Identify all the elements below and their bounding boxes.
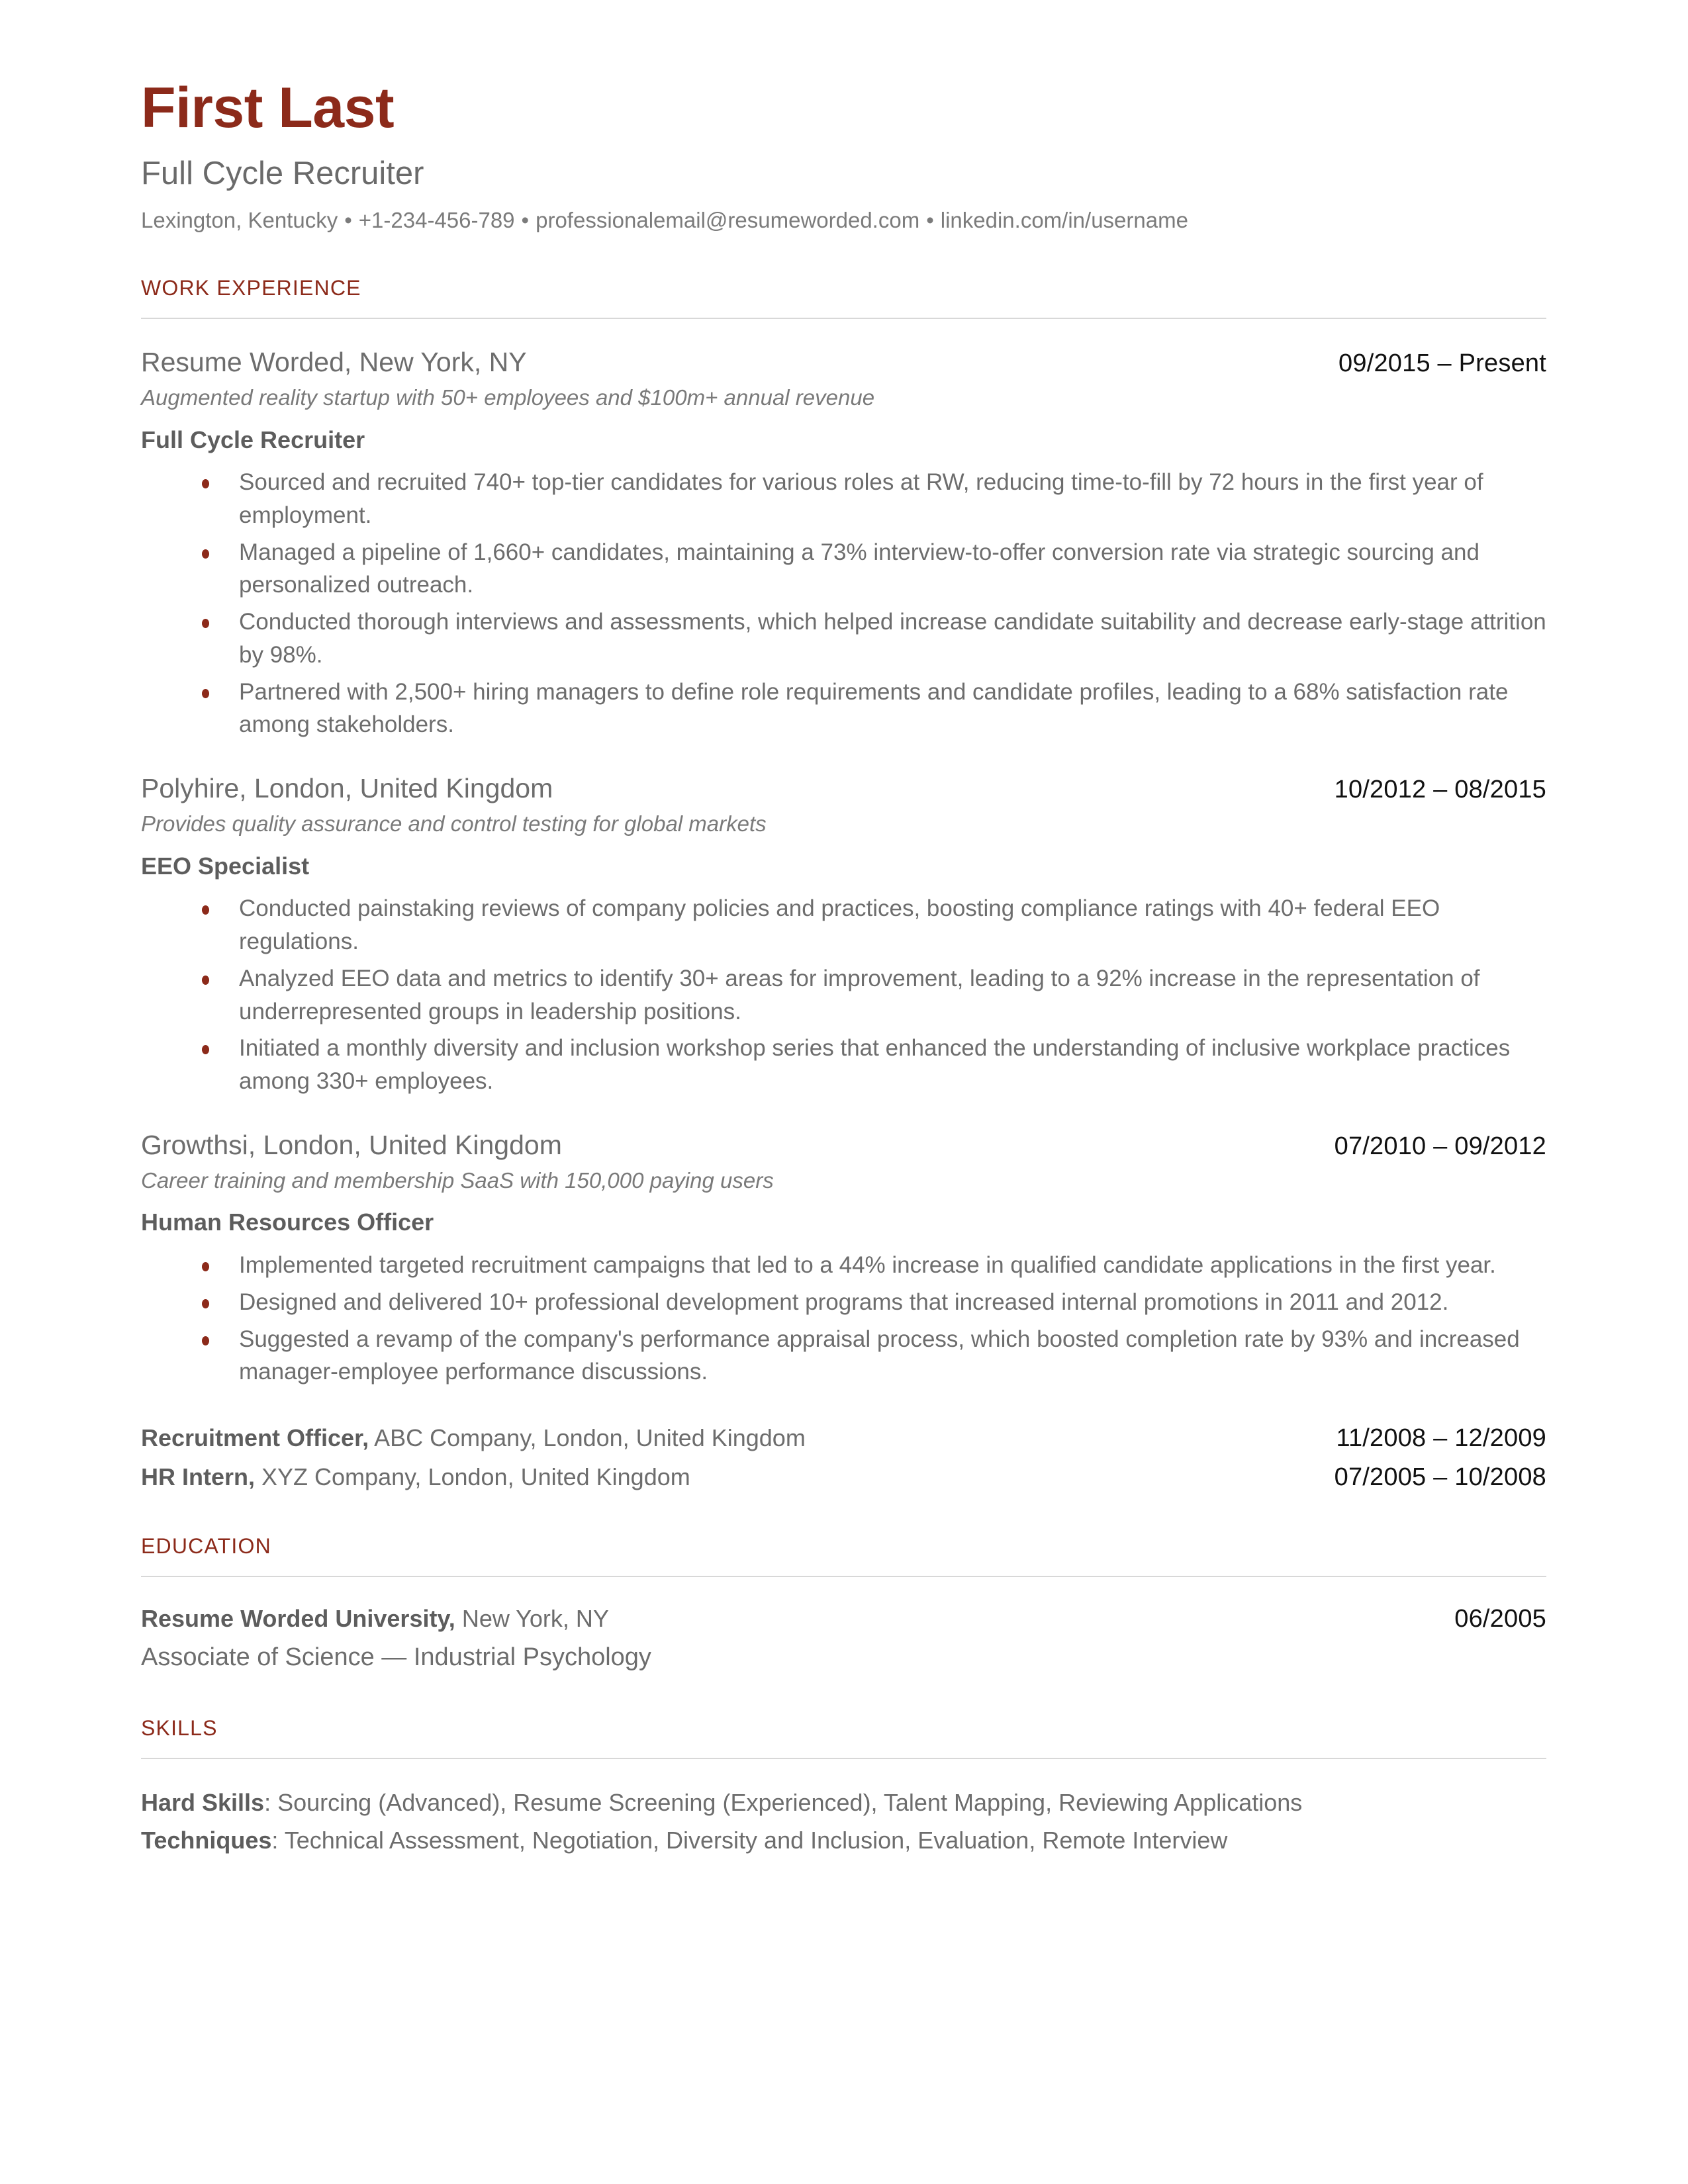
job-bullet: Conducted thorough interviews and assessments, which helped increase candidate suitability and decrease early-stage attrition by 98%.	[141, 606, 1546, 671]
education-header-row	[141, 1604, 1546, 1635]
job-bullet: Sourced and recruited 740+ top-tier candidates for various roles at RW, reducing time-to-fill by 72 hours in the first year of employment.	[141, 466, 1546, 531]
contact-email[interactable]: professionalemail@resumeworded.com	[536, 207, 920, 232]
job-bullet: Implemented targeted recruitment campaigns that led to a 44% increase in qualified candidate applications in the first year.	[141, 1249, 1546, 1282]
education-school-name: Resume Worded University,	[141, 1604, 455, 1632]
candidate-name: First Last	[141, 76, 395, 140]
contact-separator: •	[521, 207, 530, 232]
job-header-row	[141, 345, 1546, 379]
mini-job-detail: XYZ Company, London, United Kingdom	[255, 1463, 690, 1490]
section-skills	[141, 1716, 1546, 1857]
job-bullet: Suggested a revamp of the company's performance appraisal process, which boosted completion rate by 93% and increased manager-employee performance discussions.	[141, 1323, 1546, 1388]
section-divider	[141, 1576, 1546, 1577]
resume-header	[141, 76, 1546, 235]
job-bullet: Partnered with 2,500+ hiring managers to define role requirements and candidate profiles, leading to a 68% satisfaction rate among stakeholders.	[141, 676, 1546, 741]
mini-job-dates: 11/2008 – 12/2009	[1336, 1424, 1546, 1452]
job-company: Polyhire, London, United Kingdom	[141, 772, 553, 803]
section-divider	[141, 318, 1546, 319]
job-company: Resume Worded, New York, NY	[141, 346, 527, 377]
job-role-title: Human Resources Officer	[141, 1208, 434, 1236]
job-header-row	[141, 1128, 1546, 1162]
mini-job-dates: 07/2005 – 10/2008	[1334, 1463, 1546, 1491]
education-school	[141, 1604, 609, 1635]
mini-job-entry	[141, 1462, 1546, 1493]
candidate-headline: Full Cycle Recruiter	[141, 156, 424, 191]
job-bullet: Designed and delivered 10+ professional development programs that increased internal promotions in 2011 and 2012.	[141, 1286, 1546, 1319]
contact-location: Lexington, Kentucky	[141, 207, 338, 232]
job-company-blurb: Career training and membership SaaS with 150,000 paying users	[141, 1167, 774, 1193]
job-header-row	[141, 772, 1546, 805]
job-company-blurb: Augmented reality startup with 50+ employees and $100m+ annual revenue	[141, 385, 875, 410]
skill-label: Hard Skills	[141, 1788, 265, 1816]
section-work-experience	[141, 276, 1546, 1493]
contact-phone: +1-234-456-789	[358, 207, 515, 232]
mini-job-text	[141, 1423, 806, 1454]
job-dates: 09/2015 – Present	[1338, 349, 1546, 377]
mini-job-title: Recruitment Officer,	[141, 1424, 369, 1451]
skill-values: Technical Assessment, Negotiation, Diversity and Inclusion, Evaluation, Remote Interview	[284, 1826, 1228, 1854]
job-bullet: Initiated a monthly diversity and inclusion workshop series that enhanced the understanding of inclusive workplace practices among 330+ employees.	[141, 1032, 1546, 1097]
job-bullet: Analyzed EEO data and metrics to identify 30+ areas for improvement, leading to a 92% increase in the representation of underrepresented groups in leadership positions.	[141, 962, 1546, 1028]
job-bullet-list	[141, 892, 1546, 1097]
job-dates: 07/2010 – 09/2012	[1334, 1132, 1546, 1160]
contact-line	[141, 206, 1546, 235]
job-company-blurb: Provides quality assurance and control testing for global markets	[141, 811, 767, 837]
contact-separator: •	[344, 207, 352, 232]
job-company: Growthsi, London, United Kingdom	[141, 1129, 562, 1160]
section-title-work: WORK EXPERIENCE	[141, 275, 361, 300]
mini-job-list	[141, 1423, 1546, 1493]
contact-separator: •	[926, 207, 934, 232]
mini-job-title: HR Intern,	[141, 1463, 256, 1490]
section-title-skills: SKILLS	[141, 1715, 218, 1740]
skill-separator: :	[264, 1788, 278, 1816]
job-dates: 10/2012 – 08/2015	[1334, 775, 1546, 803]
skill-separator: :	[271, 1826, 285, 1854]
section-divider	[141, 1758, 1546, 1759]
skill-values: Sourcing (Advanced), Resume Screening (Experienced), Talent Mapping, Reviewing Applications	[277, 1788, 1303, 1816]
education-dates: 06/2005	[1454, 1604, 1546, 1633]
job-bullet-list	[141, 1249, 1546, 1388]
job-entry	[141, 345, 1546, 741]
mini-job-text	[141, 1462, 690, 1493]
resume-content	[141, 76, 1546, 1861]
skill-line	[141, 1786, 1546, 1819]
job-entry	[141, 772, 1546, 1098]
job-bullet-list	[141, 466, 1546, 741]
contact-linkedin[interactable]: linkedin.com/in/username	[940, 207, 1188, 232]
job-role-title: Full Cycle Recruiter	[141, 426, 365, 453]
section-title-education: EDUCATION	[141, 1533, 271, 1558]
section-education	[141, 1534, 1546, 1675]
skill-line	[141, 1823, 1546, 1857]
job-bullet: Conducted painstaking reviews of company policies and practices, boosting compliance ratings with 40+ federal EEO regulations.	[141, 892, 1546, 958]
skill-label: Techniques	[141, 1826, 272, 1854]
education-school-location: New York, NY	[455, 1604, 609, 1632]
mini-job-entry	[141, 1423, 1546, 1454]
job-bullet: Managed a pipeline of 1,660+ candidates, maintaining a 73% interview-to-offer conversion rate via strategic sourcing and personalized outreach.	[141, 536, 1546, 602]
education-entry	[141, 1604, 1546, 1675]
job-role-title: EEO Specialist	[141, 852, 310, 880]
education-degree: Associate of Science — Industrial Psychology	[141, 1643, 651, 1672]
mini-job-detail: ABC Company, London, United Kingdom	[369, 1424, 806, 1451]
job-entry	[141, 1128, 1546, 1388]
